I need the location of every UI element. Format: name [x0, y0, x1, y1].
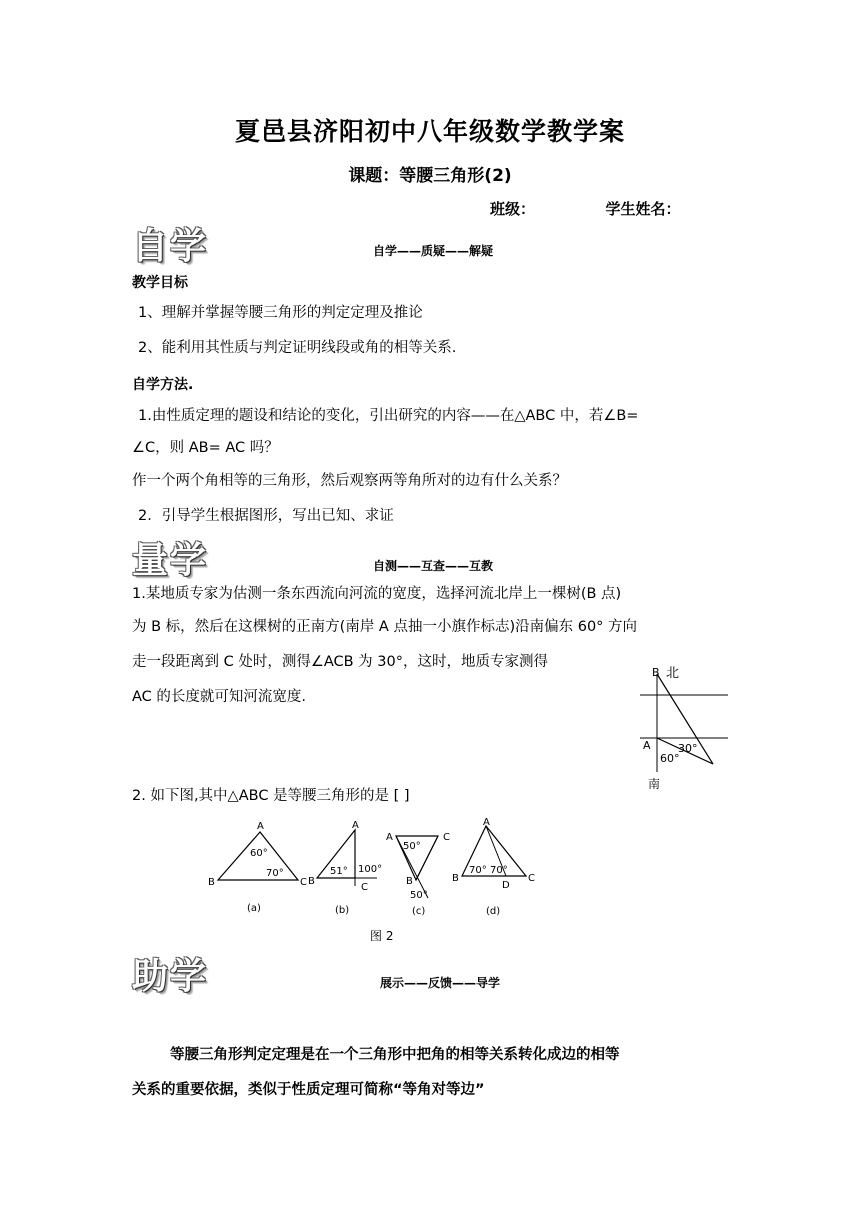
subfig-d-caption: (d) — [486, 906, 501, 917]
subfig-a-C: C — [300, 877, 307, 888]
q2-text: 2. 如下图,其中△ABC 是等腰三角形的是 [ ] — [132, 788, 410, 804]
subfig-b-caption: (b) — [335, 905, 350, 916]
subfig-c-caption: (c) — [412, 906, 426, 917]
method-1-line2: ∠C，则 AB= AC 吗？ — [132, 440, 279, 456]
subfig-b-B: B — [308, 876, 315, 887]
subfig-c — [386, 832, 450, 917]
river-angle30: 30° — [678, 742, 698, 755]
subfig-c-A: A — [386, 832, 393, 843]
goal-item-1: 1、理解并掌握等腰三角形的判定定理及推论 — [138, 305, 423, 321]
subfig-c-angleB: 50° — [410, 890, 428, 901]
river-south-label: 南 — [648, 777, 661, 791]
river-b-label: B — [652, 666, 660, 679]
goal-item-2: 2、能利用其性质与判定证明线段或角的相等关系. — [138, 340, 457, 356]
subfig-a-B: B — [208, 877, 215, 888]
subfig-b-A: A — [352, 820, 359, 831]
river-a-label: A — [643, 739, 651, 752]
subfig-c-C: C — [443, 832, 450, 843]
student-name-label: 学生姓名： — [605, 200, 681, 218]
subfig-a-angleA: 60° — [250, 848, 268, 859]
q1-line2: 为 B 标，然后在这棵树的正南方(南岸 A 点抽一小旗作标志)沿南偏东 60° 方向 — [132, 619, 638, 635]
method-1-line3: 作一个两个角相等的三角形，然后观察两等角所对的边有什么关系？ — [132, 473, 567, 489]
method-label: 自学方法. — [132, 377, 194, 393]
q1-line1: 1.某地质专家为估测一条东西流向河流的宽度，选择河流北岸上一棵树(B 点) — [132, 586, 622, 602]
subfig-a-caption: (a) — [247, 903, 261, 914]
subfig-d-angleD: 70° — [490, 865, 508, 876]
self-study-heading: 自学——质疑——解疑 — [372, 244, 493, 258]
river-figure — [630, 660, 740, 795]
subfig-c-angleA: 50° — [403, 841, 421, 852]
subfig-d-angleB: 70° — [469, 865, 487, 876]
subfig-b-C: C — [361, 882, 368, 893]
class-info-line — [490, 198, 681, 219]
q1-line3: 走一段距离到 C 处时，测得∠ACB 为 30°，这时，地质专家测得 — [132, 654, 548, 670]
subfig-a — [208, 821, 307, 914]
subfig-c-B: B — [406, 876, 413, 887]
help-para-line1: 等腰三角形判定定理是在一个三角形中把角的相等关系转化成边的相等 — [170, 1047, 620, 1063]
subfig-d-D: D — [502, 880, 510, 891]
class-label: 班级： — [490, 200, 536, 218]
q1-line4: AC 的长度就可知河流宽度. — [132, 689, 307, 705]
figure-2-caption: 图 2 — [370, 929, 394, 943]
figure-2 — [200, 818, 545, 923]
subfig-b — [308, 820, 382, 916]
subfig-d — [452, 818, 535, 917]
measure-stamp: 量学 — [132, 539, 209, 581]
subfig-a-angleC: 70° — [266, 868, 284, 879]
subfig-b-angleC: 100° — [358, 864, 383, 875]
river-north-label: 北 — [666, 666, 680, 681]
measure-heading: 自测——互查——互教 — [372, 559, 493, 573]
goals-label: 教学目标 — [132, 275, 188, 291]
subfig-d-B: B — [452, 873, 459, 884]
help-heading: 展示——反馈——导学 — [379, 976, 500, 990]
subfig-d-A: A — [483, 818, 490, 828]
river-angle60: 60° — [660, 752, 680, 765]
subfig-d-C: C — [528, 873, 535, 884]
method-2: 2．引导学生根据图形，写出已知、求证 — [138, 508, 394, 524]
subfig-b-angleB: 51° — [330, 866, 348, 877]
help-stamp: 助学 — [132, 955, 209, 997]
subfig-a-A: A — [257, 821, 264, 832]
help-para-line2: 关系的重要依据，类似于性质定理可简称“等角对等边” — [132, 1082, 485, 1098]
lesson-subtitle: 课题：等腰三角形(2) — [348, 166, 512, 186]
method-1-line1: 1.由性质定理的题设和结论的变化，引出研究的内容——在△ABC 中，若∠B= — [138, 408, 639, 424]
page-title: 夏邑县济阳初中八年级数学教学案 — [234, 117, 625, 146]
self-study-stamp: 自学 — [132, 225, 209, 267]
